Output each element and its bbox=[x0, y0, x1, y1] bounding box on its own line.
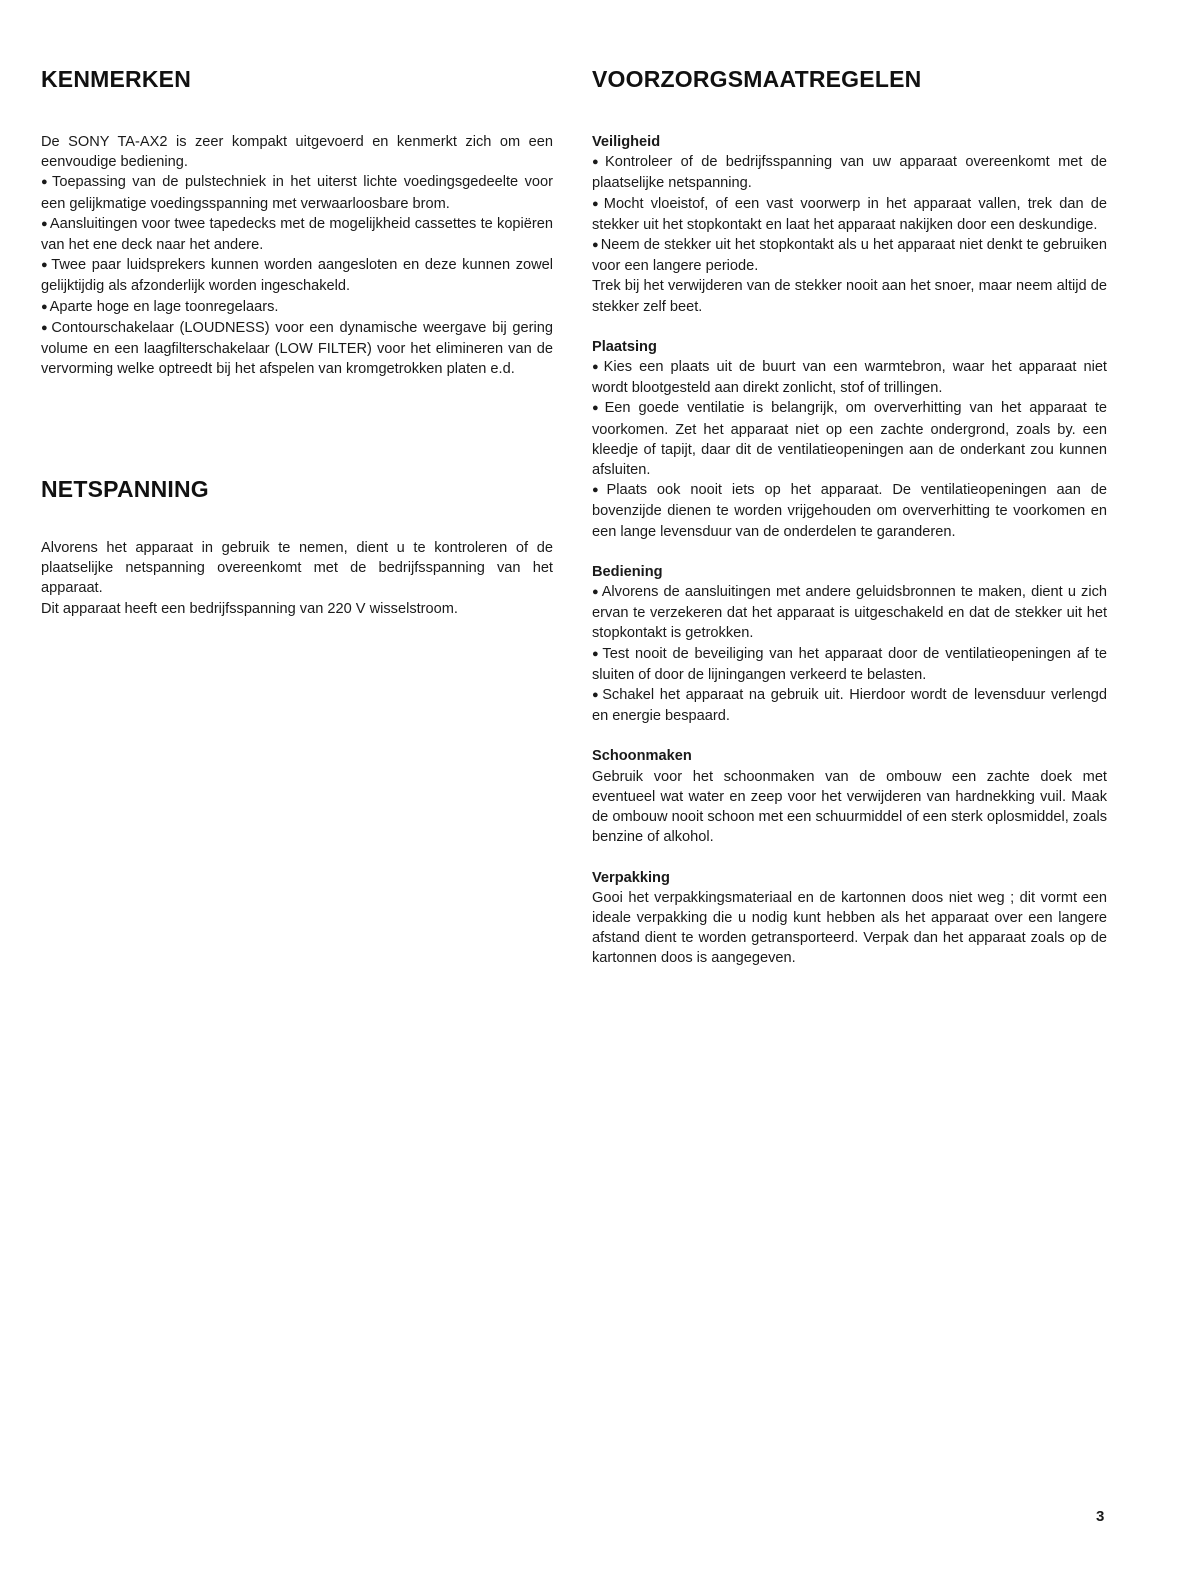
features-title: KENMERKEN bbox=[41, 66, 192, 92]
paragraph: Gebruik voor het schoonmaken van de ombouw een zachte doek met eventueel wat water en zeep voor het verwijderen van hardnekking vuil. Maak de ombouw nooit schoon met een schuurmiddel of een sterk oplosmiddel, zoals benzine of alkohol. bbox=[592, 768, 1107, 846]
paragraph: Gooi het verpakkingsmateriaal en de kartonnen doos niet weg ; dit vormt een ideale verpakking die u nodig kunt hebben als het apparaat over een langere afstand dient te worden getransporteerd. Verpak dan het apparaat zoals op de kartonnen doos is aangegeven. bbox=[592, 889, 1107, 967]
precautions-title: VOORZORGSMAATREGELEN bbox=[592, 66, 922, 92]
bullet-item: ● Schakel het apparaat na gebruik uit. Hierdoor wordt de levensduur verlengd en energie bespaard. bbox=[592, 685, 1107, 726]
section-heading: Veiligheid bbox=[592, 134, 661, 150]
features-bullet-item: ● Aansluitingen voor twee tapedecks met de mogelijkheid cassettes te kopiëren van het ene deck naar het andere. bbox=[41, 214, 553, 255]
safety-section bbox=[592, 132, 1107, 317]
features-bullet-item: ● Aparte hoge en lage toonregelaars. bbox=[41, 297, 553, 318]
features-bullet-item: ● Toepassing van de pulstechniek in het uiterst lichte voedingsgedeelte voor een gelijkmatige voedingsspanning met verwaarloosbare brom. bbox=[41, 172, 553, 213]
features-paragraph: De SONY TA-AX2 is zeer kompakt uitgevoerd en kenmerkt zich om een eenvoudige bediening. bbox=[41, 134, 553, 171]
page-number: 3 bbox=[1096, 1508, 1105, 1525]
bullet-item: ● Neem de stekker uit het stopkontakt als u het apparaat niet denkt te gebruiken voor een langere periode. bbox=[592, 235, 1107, 276]
section-heading: Schoonmaken bbox=[592, 748, 692, 765]
features-bullet-item: ● Twee paar luidsprekers kunnen worden aangesloten en deze kunnen zowel gelijktijdig als afzonderlijk worden ingeschakeld. bbox=[41, 255, 553, 296]
mains-paragraph: Alvorens het apparaat in gebruik te nemen, dient u te kontroleren of de plaatselijke netspanning overeenkomt met de bedrijfsspanning van het apparaat. bbox=[41, 540, 553, 597]
section-heading: Verpakking bbox=[592, 869, 670, 886]
bullet-item: ● Mocht vloeistof, of een vast voorwerp in het apparaat vallen, trek dan de stekker uit het stopkontakt en laat het apparaat nakijken door een deskundige. bbox=[592, 194, 1107, 235]
bullet-item: ● Een goede ventilatie is belangrijk, om oververhitting van het apparaat te voorkomen. Zet het apparaat niet op een zachte ondergrond, zoals by. een kleedje of tapijt, daar dit de ventilatieopeningen aan de onderkant zou kunnen afsluiten. bbox=[592, 398, 1107, 480]
bullet-item: ● Kontroleer of de bedrijfsspanning van uw apparaat overeenkomt met de plaatselijke netspanning. bbox=[592, 152, 1107, 193]
mains-body bbox=[41, 538, 553, 619]
bullet-item: ● Test nooit de beveiliging van het apparaat door de ventilatieopeningen af te sluiten of door de lijningangen verkeerd te belasten. bbox=[592, 644, 1107, 685]
paragraph: Trek bij het verwijderen van de stekker nooit aan het snoer, maar neem altijd de stekker zelf beet. bbox=[592, 278, 1107, 315]
cleaning-section bbox=[592, 746, 1107, 847]
precautions-body bbox=[592, 132, 1107, 989]
placement-section bbox=[592, 337, 1107, 542]
features-body bbox=[41, 132, 553, 379]
packing-section bbox=[592, 868, 1107, 969]
bullet-item: ● Plaats ook nooit iets op het apparaat. De ventilatieopeningen aan de bovenzijde dienen te worden vrijgehouden om oververhitting te voorkomen en een lange levensduur van de onderdelen te garanderen. bbox=[592, 480, 1107, 542]
bullet-item: ● Kies een plaats uit de buurt van een warmtebron, waar het apparaat niet wordt blootgesteld aan direkt zonlicht, stof of trillingen. bbox=[592, 357, 1107, 398]
bullet-item: ● Alvorens de aansluitingen met andere geluidsbronnen te maken, dient u zich ervan te verzekeren dat het apparaat is uitgeschakeld en dat de stekker uit het stopkontakt is getrokken. bbox=[592, 582, 1107, 644]
operation-section bbox=[592, 562, 1107, 727]
section-heading: Bediening bbox=[592, 563, 663, 580]
section-heading: Plaatsing bbox=[592, 338, 657, 355]
mains-paragraph: Dit apparaat heeft een bedrijfsspanning van 220 V wisselstroom. bbox=[41, 600, 458, 617]
features-bullet-item: ● Contourschakelaar (LOUDNESS) voor een dynamische weergave bij gering volume en een laagfilterschakelaar (LOW FILTER) voor het elimineren van de vervorming welke optreedt bij het afspelen van kromgetrokken platen e.d. bbox=[41, 318, 553, 380]
mains-title: NETSPANNING bbox=[41, 476, 209, 502]
